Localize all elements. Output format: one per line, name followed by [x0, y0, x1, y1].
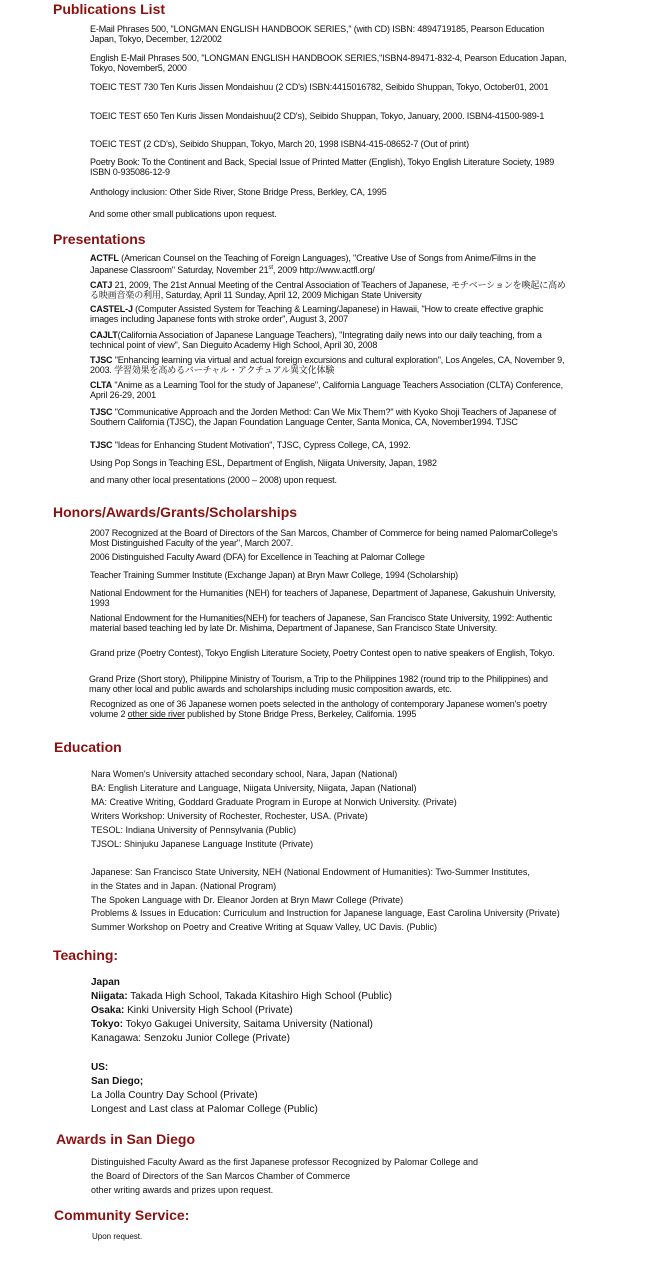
teaching-heading: Teaching: — [53, 947, 119, 963]
education-heading: Education — [54, 739, 122, 755]
presentation-item: TJSC "Ideas for Enhancing Student Motivation", TJSC, Cypress College, CA, 1992. — [90, 440, 411, 450]
honor-item: Grand Prize (Short story), Philippine Ministry of Tourism, a Trip to the Philippines 1982 (round trip to the Philippines) and many other local and public awards and scholarships including music composition awards, etc. — [89, 674, 548, 694]
education-line: Japanese: San Francisco State University, NEH (National Endowment of Humanities): Two-Summer Institutes, — [91, 867, 530, 877]
education-line: TESOL: Indiana University of Pennsylvania (Public) — [91, 825, 297, 835]
publication-item: Poetry Book: To the Continent and Back, Special Issue of Printed Matter (English), Tokyo English Literature Society, 1989 ISBN 0-935086-12-9 — [90, 157, 555, 177]
teaching-japan-label: Japan — [91, 977, 120, 988]
teaching-line: Longest and Last class at Palomar College (Public) — [91, 1104, 318, 1115]
education-line: TJSOL: Shinjuku Japanese Language Institute (Private) — [91, 839, 314, 849]
honor-item: 2007 Recognized at the Board of Directors of the San Marcos, Chamber of Commerce for being named PalomarCollege's Most Distinguished Faculty of the year", March 2007. — [90, 528, 558, 548]
teaching-line: Tokyo: Tokyo Gakugei University, Saitama University (National) — [91, 1019, 373, 1030]
teaching-us-label: US: — [91, 1062, 109, 1073]
publication-item: E-Mail Phrases 500, "LONGMAN ENGLISH HANDBOOK SERIES," (with CD) ISBN: 4894719185, Pearson Education Japan, Tokyo, December, 12/2002 — [90, 24, 545, 44]
anthology-link[interactable]: other side river — [127, 708, 185, 719]
honors-heading: Honors/Awards/Grants/Scholarships — [53, 504, 298, 520]
publication-item: TOEIC TEST 730 Ten Kuris Jissen Mondaishuu (2 CD's) ISBN:4415016782, Seibido Shuppan, Tokyo, October01, 2001 — [90, 82, 549, 92]
presentation-item: TJSC "Enhancing learning via virtual and actual foreign excursions and cultural exploration", Los Angeles, CA, November 9, 2003. 学習効果を高めるバーチャル・アクチュアル異文化体験 — [90, 355, 565, 375]
teaching-line: La Jolla Country Day School (Private) — [91, 1090, 258, 1101]
honor-item: Teacher Training Summer Institute (Exchange Japan) at Bryn Mawr College, 1994 (Scholarship) — [90, 570, 459, 580]
award-line: the Board of Directors of the San Marcos Chamber of Commerce — [91, 1171, 351, 1181]
community-service-text: Upon request. — [92, 1232, 143, 1241]
presentation-item: TJSC "Communicative Approach and the Jorden Method: Can We Mix Them?" with Kyoko Shoji Teachers of Japanese of Southern California (TJSC), the Japan Foundation Language Center, Santa Monica, CA, November1994. TJSC — [90, 407, 557, 427]
education-line: Writers Workshop: University of Rochester, Rochester, USA. (Private) — [91, 811, 368, 821]
publication-item: English E-Mail Phrases 500, "LONGMAN ENGLISH HANDBOOK SERIES,"ISBN4-89471-832-4, Pearson Education Japan, Tokyo, November5, 2000 — [90, 53, 567, 73]
honor-item: 2006 Distinguished Faculty Award (DFA) for Excellence in Teaching at Palomar College — [90, 552, 425, 562]
education-line: BA: English Literature and Language, Niigata University, Niigata, Japan (National) — [91, 783, 417, 793]
education-line: in the States and in Japan. (National Program) — [91, 881, 277, 891]
presentation-item: CLTA "Anime as a Learning Tool for the study of Japanese", California Language Teachers Association (CLTA) Conference, April 26-29, 2001 — [90, 380, 563, 400]
publication-item: TOEIC TEST (2 CD's), Seibido Shuppan, Tokyo, March 20, 1998 ISBN4-415-08652-7 (Out of print) — [90, 139, 469, 149]
community-service-heading: Community Service: — [54, 1207, 190, 1223]
award-line: other writing awards and prizes upon request. — [91, 1185, 274, 1195]
presentation-item: CAJLT(California Association of Japanese Language Teachers), "Integrating daily news into our daily teaching, from a technical point of view", San Dieguito Academy High School, April 30, 2008 — [90, 330, 542, 350]
honor-item: Recognized as one of 36 Japanese women poets selected in the anthology of contemporary Japanese women's poetry volume 2 other side river published by Stone Bridge Press, Berkeley, California. 1995 — [90, 699, 548, 719]
teaching-line: Osaka: Kinki University High School (Private) — [91, 1005, 293, 1016]
presentation-item: and many other local presentations (2000 – 2008) upon request. — [90, 475, 337, 485]
publication-item: And some other small publications upon request. — [89, 209, 277, 219]
publication-item: Anthology inclusion: Other Side River, Stone Bridge Press, Berkley, CA, 1995 — [90, 187, 387, 197]
publications-heading: Publications List — [53, 1, 166, 17]
presentation-item: Using Pop Songs in Teaching ESL, Department of English, Niigata University, Japan, 1982 — [90, 458, 437, 468]
awards-san-diego-heading: Awards in San Diego — [56, 1131, 195, 1147]
education-line: The Spoken Language with Dr. Eleanor Jorden at Bryn Mawr College (Private) — [91, 895, 404, 905]
presentation-item: CASTEL-J (Computer Assisted System for Teaching & Learning/Japanese) in Hawaii, "How to create effective graphic images including Japanese fonts with stroke order", August 3, 2007 — [90, 304, 544, 324]
teaching-san-diego-label: San Diego; — [91, 1076, 144, 1087]
publication-item: TOEIC TEST 650 Ten Kuris Jissen Mondaishuu(2 CD's), Seibido Shuppan, Tokyo, January, 2000. ISBN4-41500-989-1 — [90, 111, 545, 121]
honor-item: National Endowment for the Humanities(NEH) for teachers of Japanese, San Francisco State University, 1992: Authentic material based teaching led by late Dr. Mishima, Department of Japanese, San Francisco State University. — [90, 613, 553, 633]
presentations-heading: Presentations — [53, 231, 146, 247]
presentation-item: ACTFL (American Counsel on the Teaching of Foreign Languages), "Creative Use of Songs from Anime/Films in the Japanese Classroom" Saturday, November 21st, 2009 http://www.actfl.org/ — [90, 253, 536, 275]
teaching-line: Niigata: Takada High School, Takada Kitashiro High School (Public) — [91, 991, 392, 1002]
honor-item: National Endowment for the Humanities (NEH) for teachers of Japanese, Department of Japanese, Gakushuin University, 1993 — [90, 588, 556, 608]
award-line: Distinguished Faculty Award as the first Japanese professor Recognized by Palomar College and — [91, 1157, 479, 1167]
presentation-item: CATJ 21, 2009, The 21st Annual Meeting of the Central Association of Teachers of Japanese, モチベーションを喚起に高める映画音楽の利用, Saturday, April 11 Sunday, April 12, 2009 Michigan State University — [90, 280, 566, 300]
education-line: Summer Workshop on Poetry and Creative Writing at Squaw Valley, UC Davis. (Public) — [91, 922, 437, 932]
education-line: MA: Creative Writing, Goddard Graduate Program in Europe at Norwich University. (Private) — [91, 797, 457, 807]
education-line: Problems & Issues in Education: Curriculum and Instruction for Japanese language, East Carolina University (Private) — [91, 908, 560, 918]
education-line: Nara Women's University attached secondary school, Nara, Japan (National) — [91, 769, 398, 779]
honor-item: Grand prize (Poetry Contest), Tokyo English Literature Society, Poetry Contest open to native speakers of English, Tokyo. — [90, 648, 555, 658]
teaching-line: Kanagawa: Senzoku Junior College (Private) — [91, 1033, 290, 1044]
